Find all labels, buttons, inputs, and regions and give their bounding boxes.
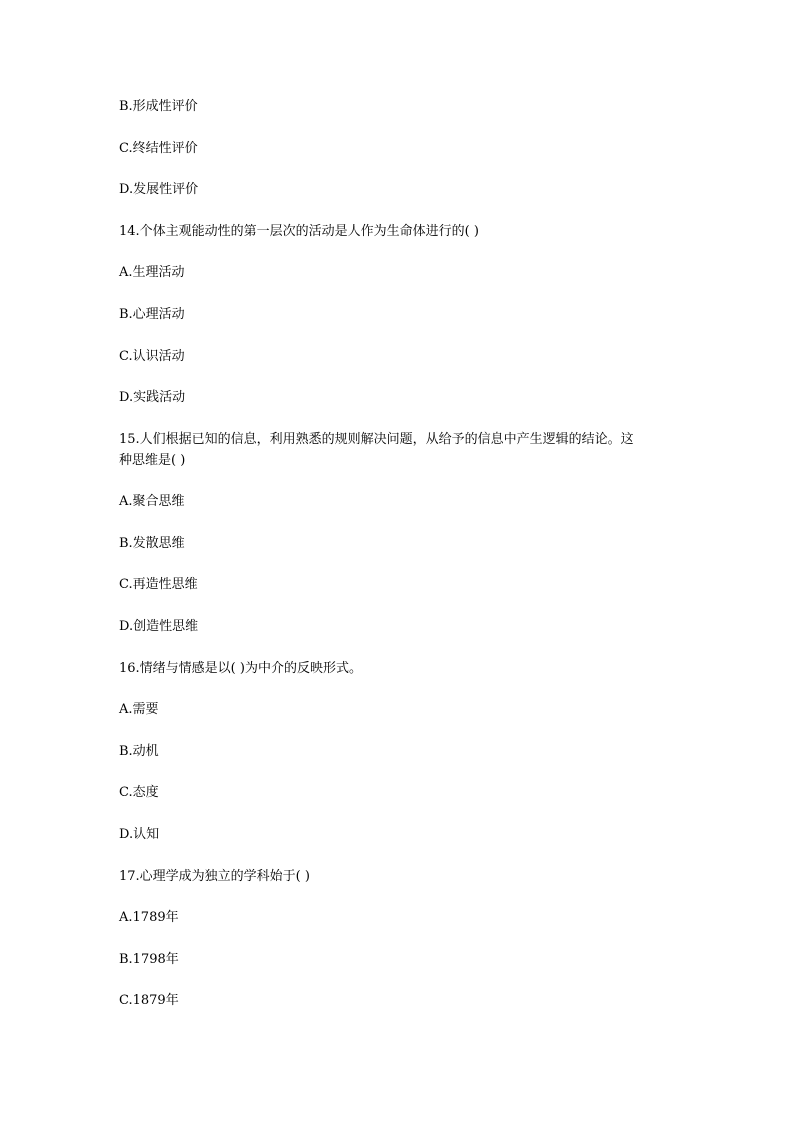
option-13b: B.形成性评价 xyxy=(119,99,198,114)
question-15-line-2: 种思维是( ) xyxy=(119,453,186,468)
option-15b: B.发散思维 xyxy=(119,536,185,551)
option-14b: B.心理活动 xyxy=(119,307,185,322)
question-15-line-1: 15.人们根据已知的信息，利用熟悉的规则解决问题，从给予的信息中产生逻辑的结论。这 xyxy=(119,432,634,447)
option-16a: A.需要 xyxy=(119,702,159,717)
option-15a: A.聚合思维 xyxy=(119,494,185,509)
option-14d: D.实践活动 xyxy=(119,390,186,405)
question-17: 17.心理学成为独立的学科始于( ) xyxy=(119,869,310,884)
option-16d: D.认知 xyxy=(119,827,160,842)
option-14c: C.认识活动 xyxy=(119,349,185,364)
option-14a: A.生理活动 xyxy=(119,265,185,280)
option-15c: C.再造性思维 xyxy=(119,577,198,592)
question-14: 14.个体主观能动性的第一层次的活动是人作为生命体进行的( ) xyxy=(119,224,479,239)
option-13d: D.发展性评价 xyxy=(119,182,199,197)
option-17a: A.1789年 xyxy=(119,910,179,925)
option-17b: B.1798年 xyxy=(119,952,179,967)
option-15d: D.创造性思维 xyxy=(119,619,199,634)
option-16c: C.态度 xyxy=(119,785,159,800)
option-16b: B.动机 xyxy=(119,744,159,759)
option-13c: C.终结性评价 xyxy=(119,141,198,156)
option-17c: C.1879年 xyxy=(119,993,179,1008)
question-16: 16.情绪与情感是以( )为中介的反映形式。 xyxy=(119,661,362,676)
